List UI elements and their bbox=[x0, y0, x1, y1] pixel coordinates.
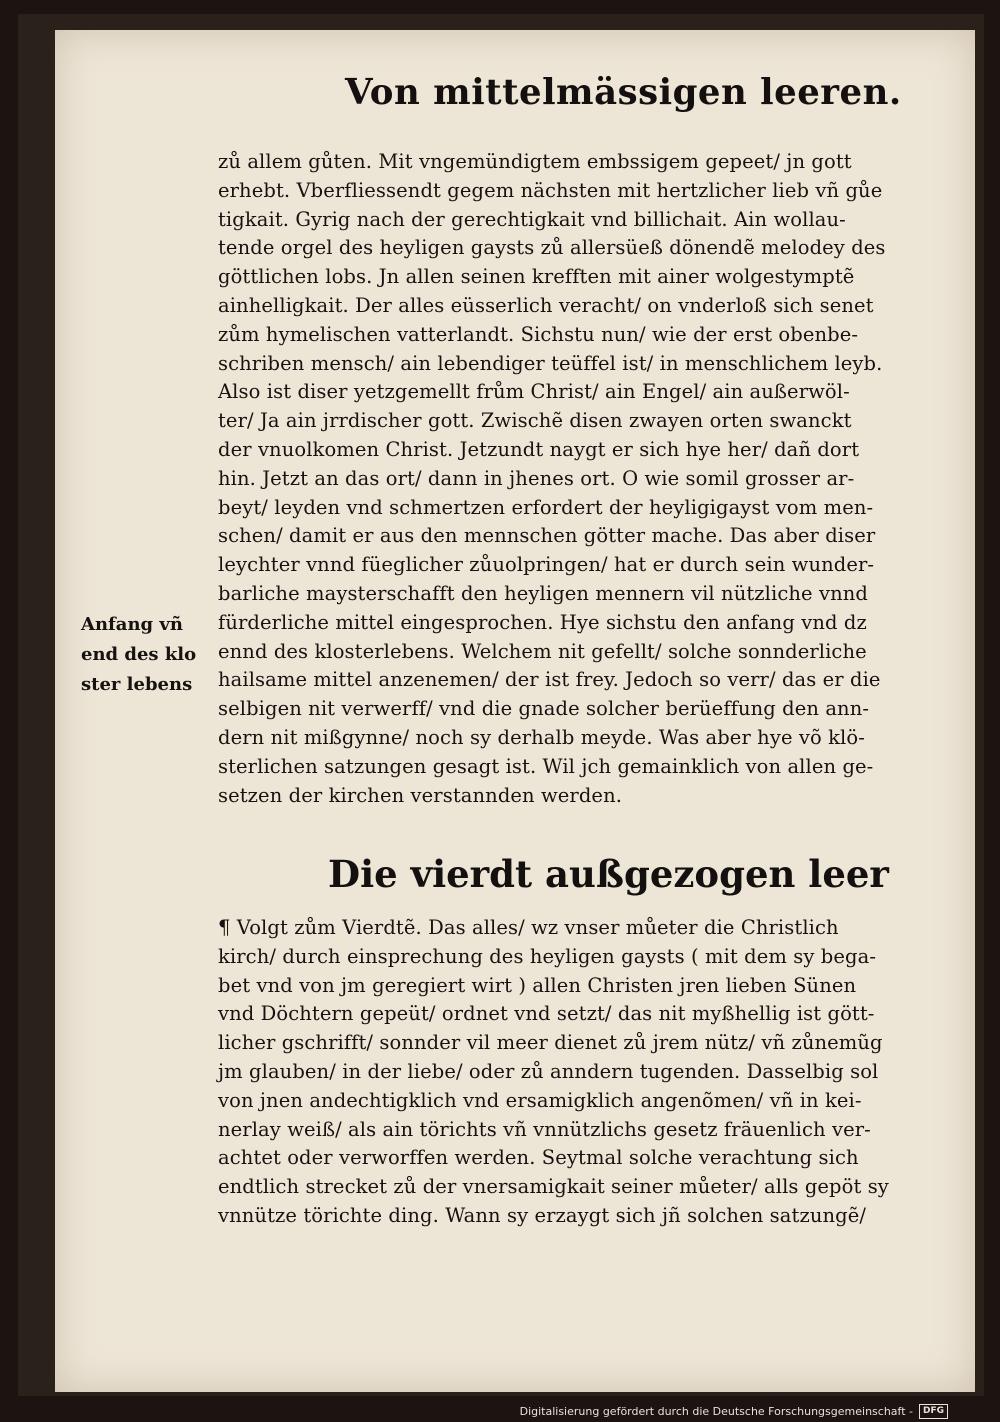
text-line: licher gschrifft/ sonnder vil meer dienet zů jrem nütz/ vñ zůnemũg bbox=[218, 1031, 883, 1055]
text-line: ter/ Ja ain jrrdischer gott. Zwischẽ disen zwayen orten swanckt bbox=[218, 409, 852, 433]
text-line: von jnen andechtigklich vnd ersamigklich angenõmen/ vñ in kei- bbox=[218, 1088, 862, 1112]
section-heading: Die vierdt außgezogen leer bbox=[328, 852, 889, 896]
text-line: der vnuolkomen Christ. Jetzundt naygt er sich hye her/ dañ dort bbox=[218, 437, 860, 461]
footer-text: Digitalisierung gefördert durch die Deutsche Forschungsgemeinschaft - bbox=[519, 1405, 913, 1418]
dfg-logo: DFG bbox=[919, 1404, 948, 1419]
text-line: ainhelligkait. Der alles eüsserlich veracht/ on vnderloß sich senet bbox=[218, 293, 874, 317]
margin-note-line: end des klo bbox=[81, 644, 197, 665]
text-line: setzen der kirchen verstannden werden. bbox=[218, 783, 623, 807]
text-line: erhebt. Vberfliessendt gegem nächsten mit hertzlicher lieb vñ gůe bbox=[218, 178, 883, 202]
digitization-footer bbox=[520, 1404, 948, 1419]
running-title: Von mittelmässigen leeren. bbox=[345, 72, 902, 113]
margin-note bbox=[81, 610, 211, 700]
text-line: sterlichen satzungen gesagt ist. Wil jch gemainklich von allen ge- bbox=[218, 754, 874, 778]
text-line: endtlich strecket zů der vnersamigkait seiner můeter/ alls gepöt sy bbox=[218, 1175, 889, 1199]
text-line: jm glauben/ in der liebe/ oder zů anndern tugenden. Dasselbig sol bbox=[218, 1059, 879, 1083]
text-line: beyt/ leyden vnd schmertzen erfordert der heyligigayst vom men- bbox=[218, 495, 874, 519]
margin-note-line: Anfang vñ bbox=[81, 614, 183, 635]
text-line: fürderliche mittel eingesprochen. Hye sichstu den anfang vnd dz bbox=[218, 610, 867, 634]
text-line: selbigen nit verwerff/ vnd die gnade solcher berüeffung den ann- bbox=[218, 697, 870, 721]
text-line: kirch/ durch einsprechung des heyligen gaysts ( mit dem sy bega- bbox=[218, 944, 877, 968]
text-line: göttlichen lobs. Jn allen seinen krefften mit ainer wolgestymptẽ bbox=[218, 265, 855, 289]
text-line: hin. Jetzt an das ort/ dann in jhenes ort. O wie somil grosser ar- bbox=[218, 466, 855, 490]
text-line: Also ist diser yetzgemellt frům Christ/ ain Engel/ ain außerwöl- bbox=[218, 380, 850, 404]
text-line: achtet oder verworffen werden. Seytmal solche verachtung sich bbox=[218, 1146, 859, 1170]
text-line: vnd Döchtern gepeüt/ ordnet vnd setzt/ das nit myßhellig ist gött- bbox=[218, 1002, 875, 1026]
text-line: hailsame mittel anzenemen/ der ist frey. Jedoch so verr/ das er die bbox=[218, 668, 881, 692]
text-line: ¶ Volgt zům Vierdtẽ. Das alles/ wz vnser můeter die Christlich bbox=[218, 916, 839, 939]
text-line: schriben mensch/ ain lebendiger teüffel ist/ in menschlichem leyb. bbox=[218, 351, 883, 375]
text-line: leychter vnnd füeglicher zůuolpringen/ hat er durch sein wunder- bbox=[218, 553, 875, 577]
text-line: dern nit mißgynne/ noch sy derhalb meyde. Was aber hye võ klö- bbox=[218, 725, 865, 749]
text-line: ennd des klosterlebens. Welchem nit gefellt/ solche sonnderliche bbox=[218, 639, 867, 663]
text-line: tigkait. Gyrig nach der gerechtigkait vnd billichait. Ain wollau- bbox=[218, 207, 846, 231]
text-line: tende orgel des heyligen gaysts zů allersüeß dönendẽ melodey des bbox=[218, 236, 886, 260]
book-page bbox=[55, 30, 975, 1392]
text-block-2 bbox=[218, 914, 948, 1231]
text-block-1 bbox=[218, 148, 948, 810]
margin-note-line: ster lebens bbox=[81, 674, 193, 695]
text-line: nerlay weiß/ als ain törichts vñ vnnützlichs gesetz fräuenlich ver- bbox=[218, 1117, 871, 1141]
text-line: zů allem gůten. Mit vngemündigtem embssigem gepeet/ jn gott bbox=[218, 150, 852, 173]
text-line: bet vnd von jm geregiert wirt ) allen Christen jren lieben Sünen bbox=[218, 973, 857, 997]
text-line: zům hymelischen vatterlandt. Sichstu nun/ wie der erst obenbe- bbox=[218, 322, 859, 346]
text-line: barliche maysterschafft den heyligen mennern vil nützliche vnnd bbox=[218, 581, 868, 605]
text-line: vnnütze törichte ding. Wann sy erzaygt sich jñ solchen satzungẽ/ bbox=[218, 1203, 867, 1227]
text-line: schen/ damit er aus den mennschen götter mache. Das aber diser bbox=[218, 524, 876, 548]
